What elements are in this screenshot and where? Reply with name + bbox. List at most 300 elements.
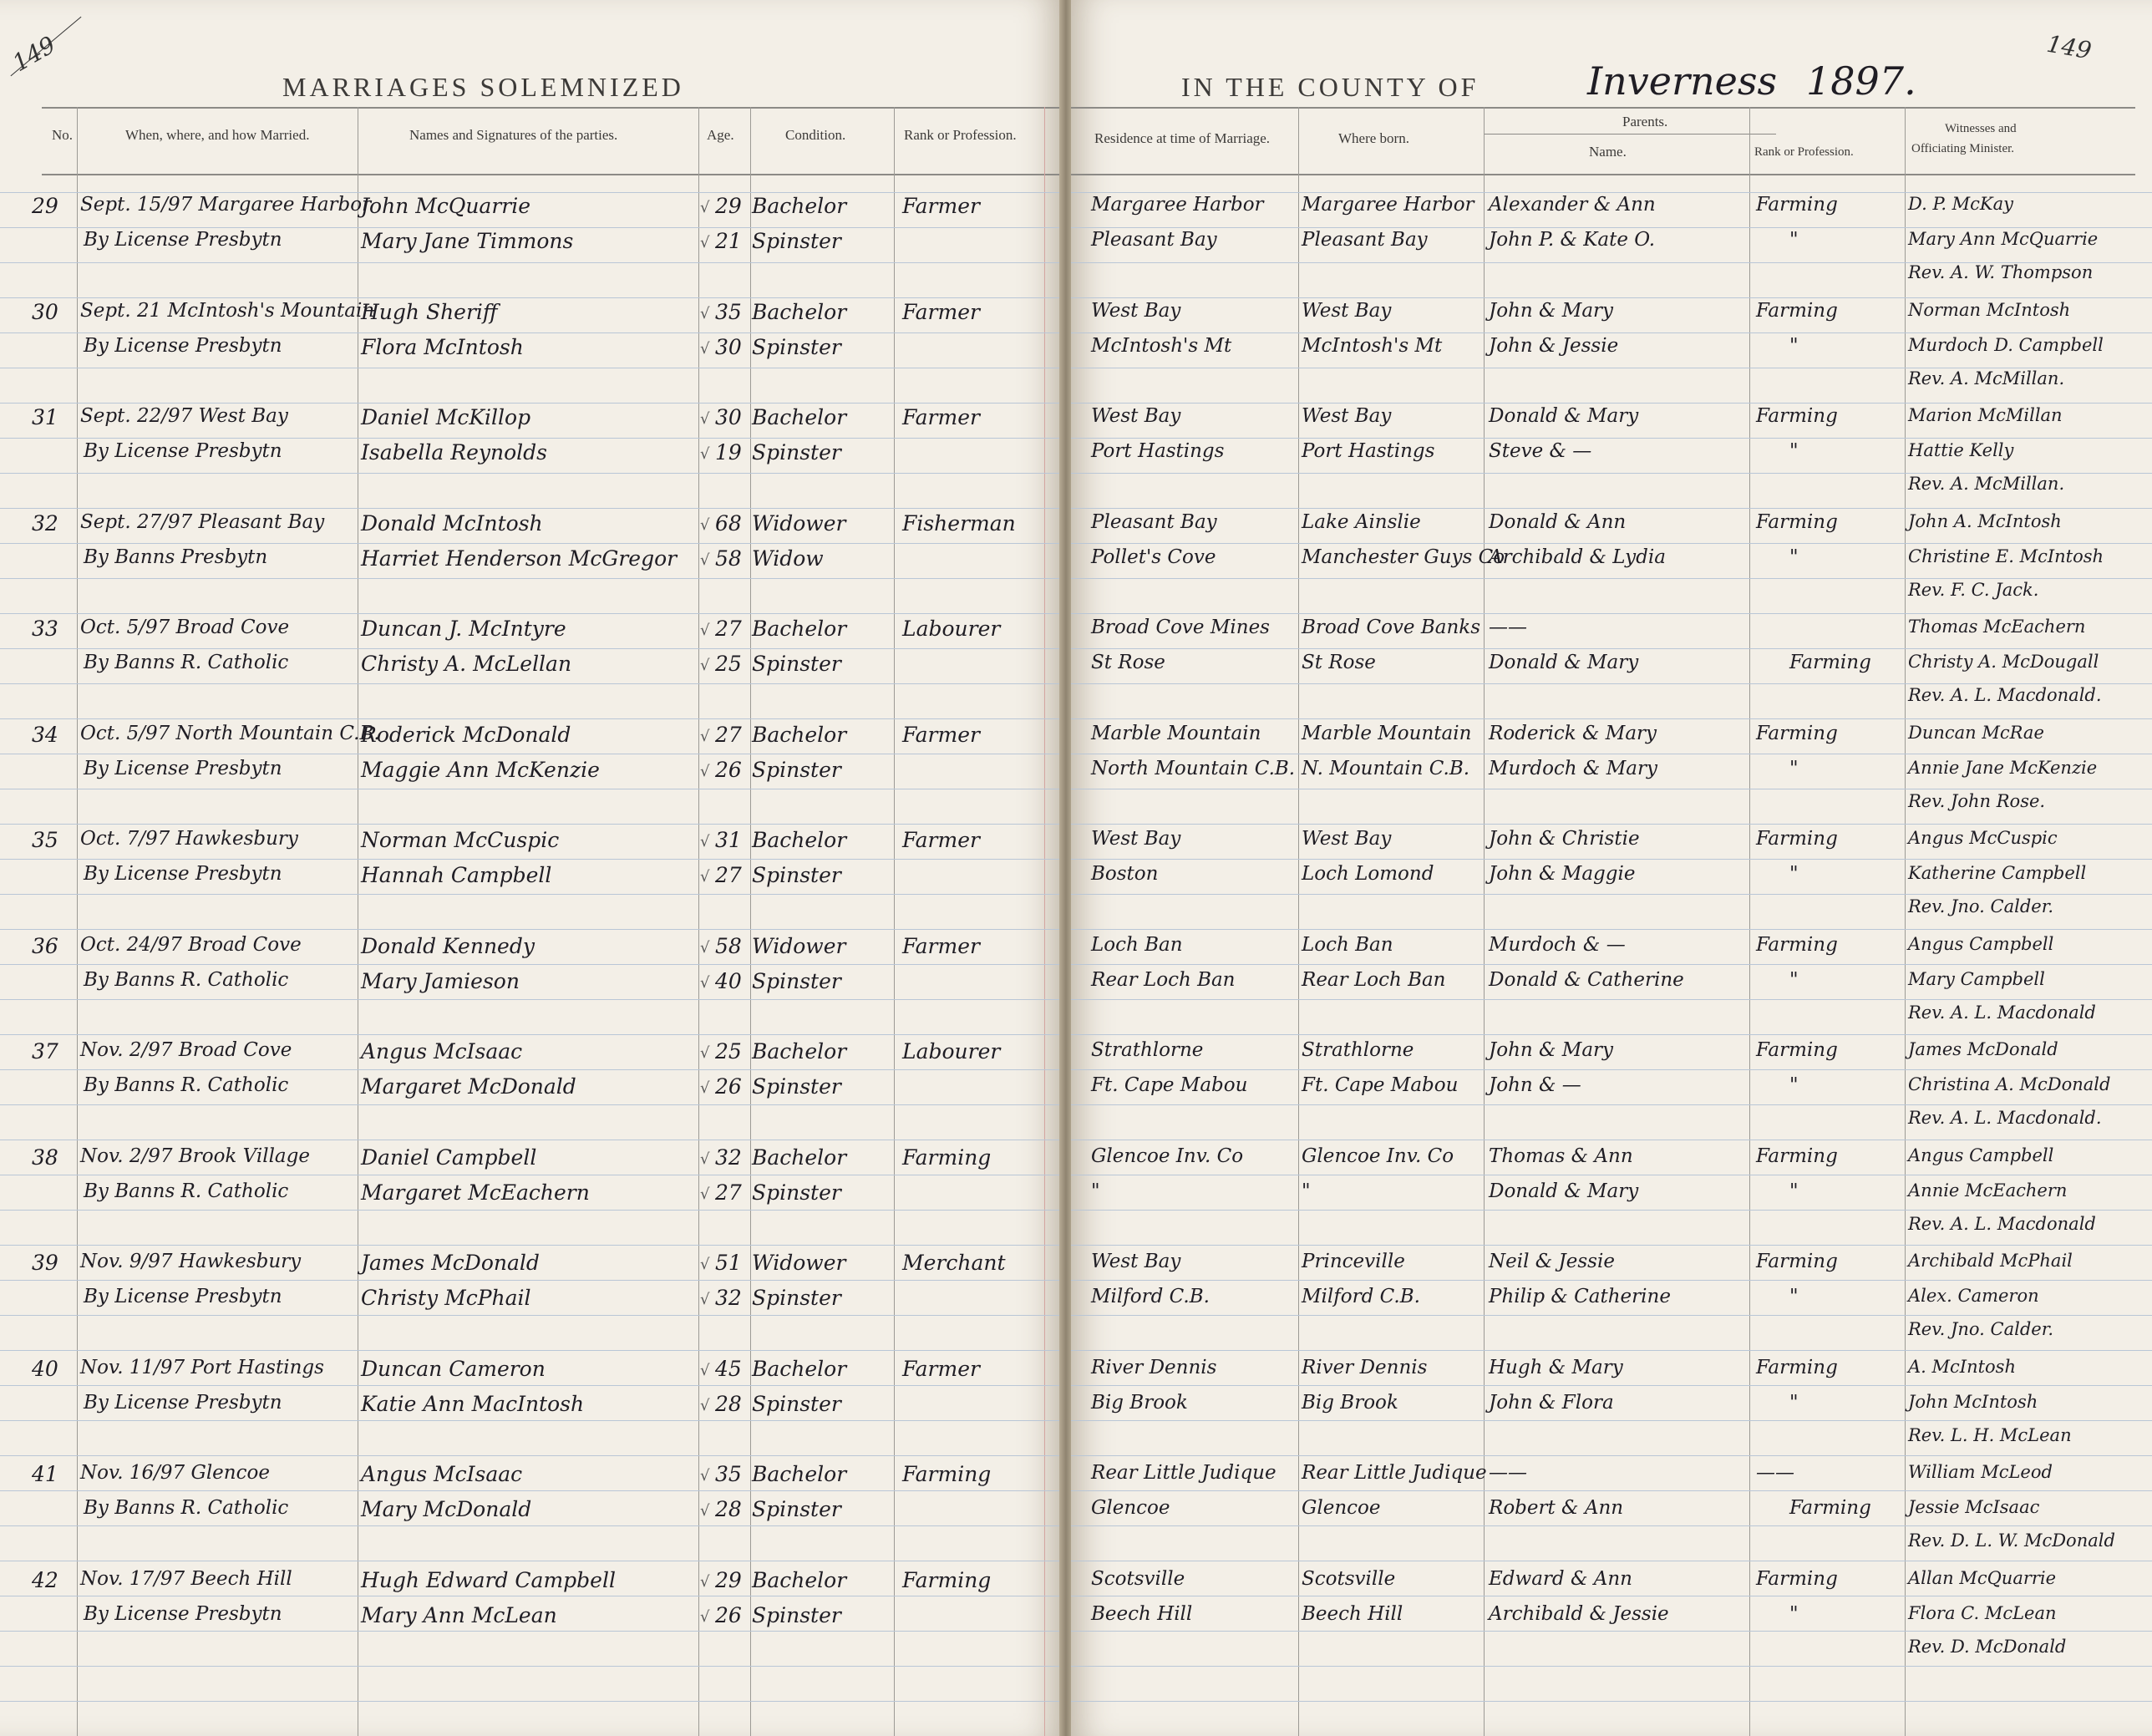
groom-name: Angus McIsaac: [361, 1039, 523, 1063]
groom-age: 58: [715, 933, 742, 958]
groom-name: John McQuarrie: [361, 194, 531, 218]
ruled-line: [0, 964, 1061, 965]
groom-residence: Pleasant Bay: [1091, 510, 1217, 533]
marriage-method: By License Presbytn: [84, 1286, 282, 1307]
col-header-no: No.: [52, 127, 74, 143]
col-divider: [1749, 107, 1750, 1736]
ruled-line: [1071, 1034, 2152, 1035]
bride-age: 32: [715, 1286, 742, 1310]
bride-parents-rank: ": [1789, 1391, 1799, 1414]
col-divider: [894, 107, 895, 1736]
bride-parents-rank: ": [1789, 440, 1799, 462]
officiating-minister: Rev. A. W. Thompson: [1908, 262, 2094, 282]
age-check-mark: √: [700, 973, 710, 992]
bride-birthplace: Big Brook: [1302, 1391, 1398, 1414]
col-header-residence: Residence at time of Marriage.: [1094, 130, 1271, 146]
ruled-line: [0, 648, 1061, 649]
header-rule-top: [42, 107, 1061, 109]
officiating-minister: Rev. A. L. Macdonald: [1908, 1213, 2096, 1234]
groom-parents-rank: Farming: [1756, 299, 1838, 322]
age-check-mark: √: [700, 622, 710, 639]
ruled-line: [1071, 1385, 2152, 1386]
bride-age: 30: [715, 334, 742, 359]
age-check-mark: √: [700, 833, 710, 850]
entry-number: 37: [32, 1039, 58, 1063]
marriage-method: By License Presbytn: [84, 1602, 282, 1625]
groom-age: 68: [715, 510, 742, 536]
groom-parents: John & Mary: [1489, 299, 1614, 322]
groom-parents-rank: Farming: [1756, 1567, 1838, 1590]
marriage-method: By Banns Presbytn: [84, 546, 268, 568]
ruled-line: [1071, 718, 2152, 719]
bride-condition: Spinster: [752, 334, 841, 359]
col-header-rank: Rank or Profession.: [904, 127, 1017, 143]
ruled-line: [0, 1455, 1061, 1456]
officiating-minister: Rev. A. L. Macdonald.: [1908, 685, 2102, 705]
entry-number: 31: [32, 405, 58, 429]
groom-parents-rank: Farming: [1756, 1145, 1838, 1167]
ruled-line: [0, 332, 1061, 333]
bride-parents: Murdoch & Mary: [1489, 757, 1657, 779]
col-header-parents-rank: Rank or Profession.: [1754, 145, 1854, 159]
groom-birthplace: West Bay: [1302, 299, 1392, 322]
witness-2: Katherine Campbell: [1908, 863, 2087, 883]
bride-name: Margaret McDonald: [361, 1074, 576, 1099]
bride-name: Mary Jane Timmons: [361, 229, 574, 253]
witness-1: Thomas McEachern: [1908, 617, 2086, 637]
marriage-method: By License Presbytn: [84, 440, 282, 462]
ruled-line: [0, 824, 1061, 825]
witness-1: Allan McQuarrie: [1908, 1567, 2057, 1588]
age-check-mark: √: [700, 515, 710, 534]
entry-number: 35: [32, 828, 58, 852]
left-page: [0, 0, 1061, 1736]
ruled-line: [0, 1315, 1061, 1316]
age-check-mark: √: [700, 1291, 710, 1308]
marriage-date-place: Sept. 27/97 Pleasant Bay: [80, 510, 325, 533]
officiating-minister: Rev. A. McMillan.: [1908, 474, 2065, 494]
groom-birthplace: River Dennis: [1302, 1356, 1428, 1378]
witness-2: Annie Jane McKenzie: [1908, 757, 2098, 778]
groom-parents-rank: Farming: [1756, 933, 1838, 956]
bride-parents-rank: ": [1789, 968, 1799, 991]
bride-parents-rank: ": [1789, 1074, 1799, 1096]
bride-birthplace: McIntosh's Mt: [1302, 334, 1443, 357]
witness-1: Angus Campbell: [1908, 1145, 2054, 1165]
ruled-line: [0, 1280, 1061, 1281]
groom-parents: Donald & Ann: [1489, 510, 1627, 533]
ruled-line: [1071, 894, 2152, 895]
age-check-mark: √: [700, 1361, 710, 1379]
groom-parents: Murdoch & —: [1489, 933, 1626, 956]
bride-parents: Philip & Catherine: [1489, 1286, 1671, 1307]
bride-parents: Robert & Ann: [1489, 1497, 1624, 1519]
witness-2: Murdoch D. Campbell: [1908, 334, 2104, 355]
marriage-date-place: Nov. 9/97 Hawkesbury: [80, 1251, 302, 1272]
bride-name: Flora McIntosh: [361, 334, 524, 359]
groom-name: Norman McCuspic: [361, 828, 560, 852]
bride-residence: Glencoe: [1091, 1497, 1170, 1519]
age-check-mark: √: [700, 1185, 710, 1203]
marriage-date-place: Oct. 5/97 North Mountain C.B.: [80, 722, 380, 744]
bride-birthplace: Loch Lomond: [1302, 863, 1434, 885]
marriage-method: By Banns R. Catholic: [84, 652, 289, 673]
groom-residence: Marble Mountain: [1091, 722, 1261, 744]
ruled-line: [0, 438, 1061, 439]
right-page-number: 149: [2044, 29, 2094, 65]
groom-age: 45: [715, 1356, 742, 1381]
groom-parents: Donald & Mary: [1489, 405, 1639, 427]
header-rule-top: [1071, 107, 2135, 109]
witness-1: D. P. McKay: [1908, 194, 2013, 214]
witness-2: Christine E. McIntosh: [1908, 546, 2104, 566]
bride-name: Margaret McEachern: [361, 1180, 590, 1205]
age-check-mark: √: [700, 1502, 710, 1520]
groom-parents-rank: Farming: [1756, 1039, 1838, 1061]
groom-age: 32: [715, 1145, 742, 1170]
bride-birthplace: Manchester Guys Co: [1302, 546, 1505, 568]
groom-birthplace: Broad Cove Banks: [1302, 617, 1481, 638]
right-page: [1071, 0, 2152, 1736]
ruled-line: [0, 718, 1061, 719]
bride-birthplace: ": [1302, 1180, 1311, 1202]
ruled-line: [0, 473, 1061, 474]
ruled-line: [1071, 1280, 2152, 1281]
left-page-number: 149: [8, 30, 61, 78]
groom-residence: Glencoe Inv. Co: [1091, 1145, 1244, 1167]
groom-parents: Thomas & Ann: [1489, 1145, 1633, 1167]
witness-2: Jessie McIsaac: [1908, 1497, 2040, 1517]
groom-profession: Farmer: [902, 828, 980, 852]
year: 1897.: [1806, 58, 1916, 104]
groom-parents-rank: Farming: [1756, 722, 1838, 744]
ruled-line: [0, 1490, 1061, 1491]
age-check-mark: √: [700, 551, 710, 569]
groom-age: 27: [715, 722, 742, 747]
groom-birthplace: Margaree Harbor: [1302, 194, 1474, 216]
witness-2: Mary Ann McQuarrie: [1908, 229, 2099, 249]
witness-2: Alex. Cameron: [1908, 1286, 2039, 1306]
bride-parents: John & Maggie: [1489, 863, 1636, 885]
marriage-method: By License Presbytn: [84, 863, 282, 885]
groom-name: Daniel Campbell: [361, 1145, 537, 1170]
marriage-date-place: Sept. 15/97 Margaree Harbor: [80, 194, 372, 216]
marriage-method: By Banns R. Catholic: [84, 1180, 289, 1202]
col-header-age: Age.: [707, 127, 734, 143]
bride-birthplace: Beech Hill: [1302, 1602, 1403, 1625]
entry-number: 41: [32, 1462, 58, 1486]
witness-2: Mary Campbell: [1908, 968, 2045, 989]
bride-condition: Spinster: [752, 1391, 841, 1416]
ruled-line: [0, 1701, 1061, 1702]
age-check-mark: √: [700, 657, 710, 674]
witness-1: John A. McIntosh: [1908, 510, 2062, 531]
bride-parents: John & Jessie: [1489, 334, 1619, 357]
ruled-line: [0, 262, 1061, 263]
officiating-minister: Rev. A. L. Macdonald: [1908, 1002, 2096, 1023]
groom-profession: Labourer: [902, 617, 1001, 641]
groom-birthplace: Rear Little Judique: [1302, 1462, 1487, 1484]
ruled-line: [1071, 227, 2152, 228]
groom-profession: Farmer: [902, 299, 980, 324]
ruled-line: [0, 543, 1061, 544]
groom-name: Donald Kennedy: [361, 933, 535, 958]
groom-condition: Bachelor: [752, 1356, 847, 1381]
bride-residence: Pollet's Cove: [1091, 546, 1216, 568]
groom-profession: Merchant: [902, 1251, 1006, 1275]
age-check-mark: √: [700, 410, 710, 428]
groom-birthplace: Lake Ainslie: [1302, 510, 1421, 533]
witness-1: Norman McIntosh: [1908, 299, 2071, 320]
col-header-minister: Officiating Minister.: [1911, 142, 2015, 155]
ruled-line: [1071, 1210, 2152, 1211]
marriage-method: By Banns R. Catholic: [84, 1074, 289, 1096]
bride-parents: Donald & Mary: [1489, 652, 1639, 673]
witness-2: Hattie Kelly: [1908, 440, 2014, 460]
groom-residence: Loch Ban: [1091, 933, 1183, 956]
marriage-date-place: Nov. 17/97 Beech Hill: [80, 1567, 292, 1590]
witness-2: Christy A. McDougall: [1908, 652, 2099, 672]
bride-name: Harriet Henderson McGregor: [361, 546, 678, 571]
groom-condition: Bachelor: [752, 828, 847, 852]
entry-number: 29: [32, 194, 58, 218]
bride-age: 26: [715, 757, 742, 782]
ruled-line: [0, 999, 1061, 1000]
entry-number: 39: [32, 1251, 58, 1275]
bride-birthplace: Port Hastings: [1302, 440, 1435, 462]
marriage-date-place: Nov. 2/97 Brook Village: [80, 1145, 310, 1167]
officiating-minister: Rev. F. C. Jack.: [1908, 579, 2039, 600]
col-divider: [1905, 107, 1906, 1736]
marriage-date-place: Oct. 5/97 Broad Cove: [80, 617, 290, 638]
groom-condition: Widower: [752, 1251, 846, 1275]
age-check-mark: √: [700, 868, 710, 886]
ruled-line: [0, 403, 1061, 404]
ruled-line: [0, 1245, 1061, 1246]
col-header-parents-name: Name.: [1589, 144, 1627, 160]
groom-parents: ——: [1489, 1462, 1527, 1484]
bride-condition: Spinster: [752, 1180, 841, 1205]
ruled-line: [1071, 1104, 2152, 1105]
groom-residence: West Bay: [1091, 828, 1181, 850]
bride-residence: Pleasant Bay: [1091, 229, 1217, 251]
groom-condition: Widower: [752, 933, 846, 958]
header-rule-bottom: [42, 174, 1061, 175]
witness-2: Christina A. McDonald: [1908, 1074, 2111, 1094]
groom-profession: Farmer: [902, 1356, 980, 1381]
groom-birthplace: Princeville: [1302, 1251, 1405, 1272]
marriage-date-place: Nov. 11/97 Port Hastings: [80, 1356, 324, 1378]
groom-profession: Fisherman: [902, 510, 1016, 536]
groom-name: Donald McIntosh: [361, 510, 543, 536]
groom-age: 31: [715, 828, 742, 852]
col-header-witnesses: Witnesses and: [1945, 122, 2017, 135]
bride-name: Hannah Campbell: [361, 863, 552, 887]
witness-1: Angus Campbell: [1908, 933, 2054, 954]
groom-profession: Farmer: [902, 405, 980, 429]
age-check-mark: √: [700, 339, 710, 358]
witness-1: Duncan McRae: [1908, 722, 2044, 743]
bride-condition: Spinster: [752, 1074, 841, 1099]
col-header-when: When, where, and how Married.: [125, 127, 310, 143]
bride-parents: Steve & —: [1489, 440, 1592, 462]
entry-number: 40: [32, 1356, 58, 1381]
groom-name: Angus McIsaac: [361, 1462, 523, 1486]
ruled-line: [1071, 438, 2152, 439]
bride-name: Mary Ann McLean: [361, 1602, 557, 1627]
ruled-line: [0, 859, 1061, 860]
ruled-line: [1071, 1069, 2152, 1070]
bride-name: Maggie Ann McKenzie: [361, 757, 600, 782]
bride-name: Mary McDonald: [361, 1497, 532, 1521]
witness-1: A. McIntosh: [1908, 1356, 2016, 1377]
entry-number: 36: [32, 933, 58, 958]
bride-condition: Spinster: [752, 863, 841, 887]
groom-condition: Bachelor: [752, 299, 847, 324]
entry-number: 32: [32, 510, 58, 536]
marriage-date-place: Sept. 22/97 West Bay: [80, 405, 288, 427]
bride-name: Mary Jamieson: [361, 968, 520, 993]
groom-profession: Labourer: [902, 1039, 1001, 1063]
groom-birthplace: Scotsville: [1302, 1567, 1396, 1590]
ruled-line: [1071, 1350, 2152, 1351]
groom-parents-rank: ——: [1756, 1462, 1794, 1484]
bride-birthplace: St Rose: [1302, 652, 1376, 673]
groom-name: Roderick McDonald: [361, 722, 571, 747]
bride-residence: St Rose: [1091, 652, 1165, 673]
ruled-line: [1071, 1315, 2152, 1316]
age-check-mark: √: [700, 445, 710, 463]
bride-age: 25: [715, 652, 742, 676]
ruled-line: [1071, 1525, 2152, 1526]
bride-age: 26: [715, 1074, 742, 1099]
witness-1: James McDonald: [1908, 1039, 2058, 1059]
bride-condition: Spinster: [752, 757, 841, 782]
bride-residence: North Mountain C.B.: [1091, 757, 1296, 779]
bride-parents-rank: ": [1789, 229, 1799, 251]
groom-parents-rank: Farming: [1756, 405, 1838, 427]
bride-residence: Port Hastings: [1091, 440, 1225, 462]
county-name: Inverness: [1587, 58, 1778, 104]
bride-age: 40: [715, 968, 742, 993]
ruled-line: [0, 227, 1061, 228]
ruled-line: [1071, 648, 2152, 649]
bride-condition: Spinster: [752, 652, 841, 676]
ruled-line: [1071, 964, 2152, 965]
col-divider: [750, 107, 751, 1736]
witness-1: William McLeod: [1908, 1462, 2053, 1482]
marriage-date-place: Nov. 16/97 Glencoe: [80, 1462, 270, 1484]
entry-number: 33: [32, 617, 58, 641]
groom-parents: Neil & Jessie: [1489, 1251, 1615, 1272]
groom-parents-rank: Farming: [1756, 828, 1838, 850]
age-check-mark: √: [700, 762, 710, 780]
ruled-line: [1071, 297, 2152, 298]
groom-age: 35: [715, 1462, 742, 1486]
bride-parents-rank: ": [1789, 1286, 1799, 1307]
bride-residence: Big Brook: [1091, 1391, 1188, 1414]
groom-parents: Hugh & Mary: [1489, 1356, 1623, 1378]
ruled-line: [1071, 508, 2152, 509]
bride-condition: Spinster: [752, 968, 841, 993]
bride-residence: Rear Loch Ban: [1091, 968, 1236, 991]
groom-profession: Farming: [902, 1462, 992, 1486]
groom-age: 29: [715, 194, 742, 218]
ruled-line: [1071, 1245, 2152, 1246]
age-check-mark: √: [700, 1044, 710, 1062]
bride-name: Isabella Reynolds: [361, 440, 547, 464]
ruled-line: [1071, 332, 2152, 333]
bride-residence: Boston: [1091, 863, 1159, 885]
groom-condition: Bachelor: [752, 617, 847, 641]
left-page-title: MARRIAGES SOLEMNIZED: [282, 72, 684, 102]
groom-age: 51: [715, 1251, 742, 1275]
col-divider: [77, 107, 78, 1736]
entry-number: 34: [32, 722, 58, 747]
age-check-mark: √: [700, 1396, 710, 1414]
bride-age: 26: [715, 1602, 742, 1627]
groom-parents: John & Christie: [1489, 828, 1640, 850]
groom-parents: Roderick & Mary: [1489, 722, 1657, 744]
bride-name: Christy McPhail: [361, 1286, 531, 1310]
ruled-line: [0, 192, 1061, 193]
bride-birthplace: N. Mountain C.B.: [1302, 757, 1470, 779]
bride-parents-rank: ": [1789, 757, 1799, 779]
bride-parents: John P. & Kate O.: [1489, 229, 1656, 251]
ruled-line: [0, 1210, 1061, 1211]
col-header-names: Names and Signatures of the parties.: [409, 127, 618, 143]
ruled-line: [1071, 403, 2152, 404]
groom-birthplace: Loch Ban: [1302, 933, 1393, 956]
groom-condition: Bachelor: [752, 1567, 847, 1592]
groom-profession: Farmer: [902, 722, 980, 747]
bride-parents: Archibald & Lydia: [1489, 546, 1666, 568]
bride-age: 21: [715, 229, 742, 253]
bride-parents: John & —: [1489, 1074, 1581, 1096]
groom-residence: Rear Little Judique: [1091, 1462, 1276, 1484]
groom-condition: Bachelor: [752, 405, 847, 429]
groom-condition: Bachelor: [752, 722, 847, 747]
age-check-mark: √: [700, 1150, 710, 1168]
bride-residence: McIntosh's Mt: [1091, 334, 1232, 357]
col-header-born: Where born.: [1338, 130, 1409, 146]
officiating-minister: Rev. D. McDonald: [1908, 1636, 2067, 1657]
groom-name: Daniel McKillop: [361, 405, 531, 429]
groom-birthplace: West Bay: [1302, 405, 1392, 427]
parents-rule: [1484, 134, 1776, 135]
entry-number: 38: [32, 1145, 58, 1170]
bride-age: 28: [715, 1391, 742, 1416]
officiating-minister: Rev. L. H. McLean: [1908, 1424, 2072, 1445]
witness-2: John McIntosh: [1908, 1391, 2038, 1412]
groom-profession: Farming: [902, 1145, 992, 1170]
ruled-line: [1071, 1701, 2152, 1702]
bride-residence: Beech Hill: [1091, 1602, 1193, 1625]
ruled-line: [0, 1525, 1061, 1526]
bride-residence: Ft. Cape Mabou: [1091, 1074, 1248, 1096]
bride-condition: Spinster: [752, 1497, 841, 1521]
groom-residence: Margaree Harbor: [1091, 194, 1264, 216]
age-check-mark: √: [700, 1079, 710, 1097]
groom-name: Duncan J. McIntyre: [361, 617, 566, 641]
witness-1: Marion McMillan: [1908, 405, 2063, 425]
bride-condition: Spinster: [752, 440, 841, 464]
ruled-line: [0, 894, 1061, 895]
bride-parents: John & Flora: [1489, 1391, 1614, 1414]
marriage-method: By Banns R. Catholic: [84, 968, 289, 991]
bride-condition: Spinster: [752, 229, 841, 253]
groom-profession: Farmer: [902, 933, 980, 958]
